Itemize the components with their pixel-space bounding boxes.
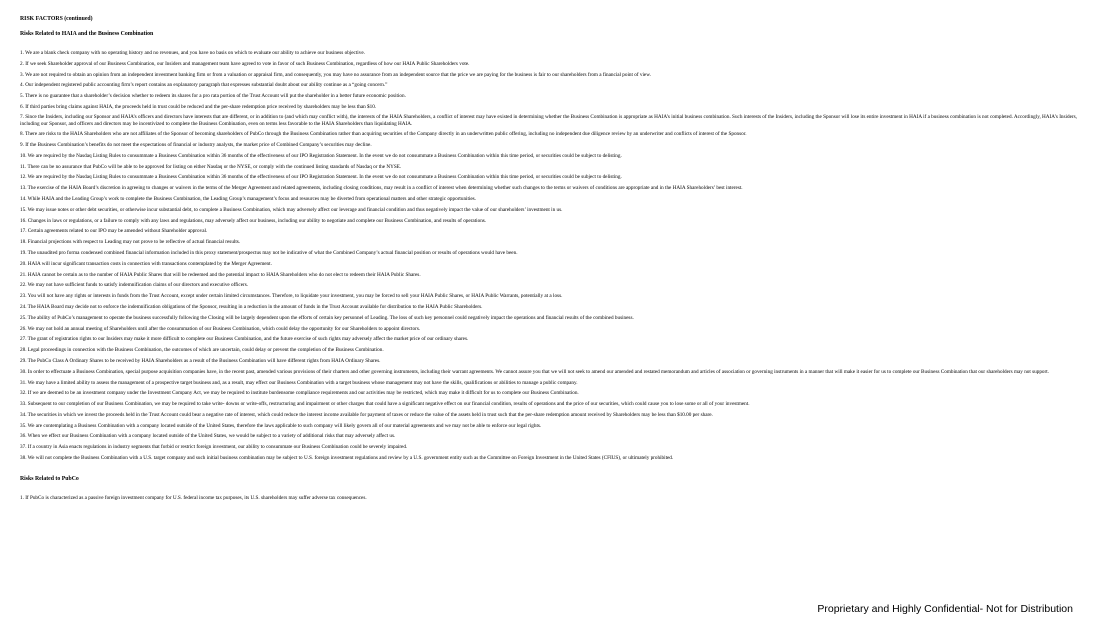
risk-factor-item: 1. If PubCo is characterized as a passive foreign investment company for U.S. federal income tax purposes, its U.S. shareholders may suffer adverse tax consequences. xyxy=(20,494,367,501)
risk-factor-item: 22. We may not have sufficient funds to satisfy indemnification claims of our directors and executive officers. xyxy=(20,282,249,289)
risk-factor-item: 9. If the Business Combination’s benefits do not meet the expectations of financial or industry analysts, the market price of Combined Company’s securities may decline. xyxy=(20,141,372,148)
risk-factor-item: 24. The HAIA Board may decide not to enforce the indemnification obligations of the Sponsor, resulting in a reduction in the amount of funds in the Trust Account available for distribution to the HAIA Public Shareholders. xyxy=(20,303,483,310)
risk-factor-item: 31. We may have a limited ability to assess the management of a prospective target business and, as a result, may effect our Business Combination with a target business whose management may not have the skills, qualifications or abilities to manage a public company. xyxy=(20,379,578,386)
risk-factor-item: 35. We are contemplating a Business Combination with a company located outside of the United States, therefore the laws applicable to such company will likely govern all of our material agreements and we may not be able to enforce our legal rights. xyxy=(20,422,542,429)
section-heading-pubco: Risks Related to PubCo xyxy=(20,475,79,482)
risk-factor-item: 20. HAIA will incur significant transaction costs in connection with transactions contemplated by the Merger Agreement. xyxy=(20,260,272,267)
risk-factor-item: 26. We may not hold an annual meeting of Shareholders until after the consummation of our Business Combination, which could delay the opportunity for our Shareholders to appoint directors. xyxy=(20,325,421,332)
risk-factor-item: 17. Certain agreements related to our IPO may be amended without Shareholder approval. xyxy=(20,228,208,235)
risk-factor-item: 14. While HAIA and the Leading Group’s work to complete the Business Combination, the Leading Group’s management’s focus and resources may be diverted from operational matters and other strategic opportunities. xyxy=(20,195,476,202)
risk-factor-item: 32. If we are deemed to be an investment company under the Investment Company Act, we may be required to institute burdensome compliance requirements and our activities may be restricted, which may make it difficult for us to complete our Business Combination. xyxy=(20,390,579,397)
risk-factor-item: 3. We are not required to obtain an opinion from an independent investment banking firm or from a valuation or appraisal firm, and consequently, you may have no assurance from an independent source that the price we are paying for the business is fair to our shareholders from a financial point of view. xyxy=(20,71,651,78)
document-page xyxy=(20,16,1088,504)
risk-factor-item: 2. If we seek Shareholder approval of our Business Combination, our Insiders and management team have agreed to vote in favor of such Business Combination, regardless of how our HAIA Public Shareholders vote. xyxy=(20,60,470,67)
risk-factor-item: 21. HAIA cannot be certain as to the number of HAIA Public Shares that will be redeemed and the potential impact to HAIA Shareholders who do not elect to redeem their HAIA Public Shares. xyxy=(20,271,421,278)
confidentiality-footer: Proprietary and Highly Confidential- Not for Distribution xyxy=(817,603,1073,615)
risk-factor-item: 1. We are a blank check company with no operating history and no revenues, and you have no basis on which to evaluate our ability to achieve our business objective. xyxy=(20,50,365,56)
risk-factor-item: 13. The exercise of the HAIA Board’s discretion in agreeing to changes or waivers in the terms of the Merger Agreement and related agreements, including closing conditions, may result in a conflict of interest when determining whether such changes to the terms or waivers of conditions are appropriate and in the HAIA Shareholders’ best interest. xyxy=(20,185,743,192)
risk-factor-item: 15. We may issue notes or other debt securities, or otherwise incur substantial debt, to complete a Business Combination, which may adversely affect our leverage and financial condition and thus negatively impact the value of our shareholders’ investment in us. xyxy=(20,206,563,213)
risk-factor-item: 33. Subsequent to our completion of our Business Combination, we may be required to take write- downs or write-offs, restructuring and impairment or other charges that could have a significant negative effect on our financial condition, results of operations and the price of our securities, which could cause you to lose some or all of your investment. xyxy=(20,401,750,408)
section-heading-haia: Risks Related to HAIA and the Business Combination xyxy=(20,31,154,37)
risk-factor-item: 29. The PubCo Class A Ordinary Shares to be received by HAIA Shareholders as a result of the Business Combination will have different rights from HAIA Ordinary Shares. xyxy=(20,357,381,364)
risk-factor-item: 8. There are risks to the HAIA Shareholders who are not affiliates of the Sponsor of becoming shareholders of PubCo through the Business Combination rather than acquiring securities of the Company directly in an underwritten public offering, including no independent due diligence review by an underwriter and conflicts of interest of the Sponsor. xyxy=(20,131,747,138)
risk-factor-item: 7. Since the Insiders, including our Sponsor and HAIA’s officers and directors have interests that are different, or in addition to (and which may conflict with), the interests of the HAIA Shareholders, a conflict of interest may have existed in determining whether the Business Combination is appropriate as HAIA’s initial business combination. Such interests of the Insiders, including the Sponsor will lose its entire investment in HAIA if a business combination is not completed. Accordingly, HAIA’s Insiders, including our Sponsor, and officers and directors may be incentivized to complete the Business Combination, even on terms less favorable to the HAIA Shareholders than liquidating HAIA. xyxy=(20,114,1077,127)
risk-factor-item: 36. When we effect our Business Combination with a company located outside of the United States, we would be subject to a variety of additional risks that may adversely affect us. xyxy=(20,433,396,440)
risk-factor-item: 19. The unaudited pro forma condensed combined financial information included in this proxy statement/prospectus may not be indicative of what the Combined Company’s actual financial position or results of operations would have been. xyxy=(20,249,518,256)
risk-factor-item: 16. Changes in laws or regulations, or a failure to comply with any laws and regulations, may adversely affect our business, including our ability to negotiate and complete our Business Combination, and results of operations. xyxy=(20,217,487,224)
risk-factor-item: 28. Legal proceedings in connection with the Business Combination, the outcomes of which are uncertain, could delay or prevent the completion of the Business Combination. xyxy=(20,347,384,354)
risk-factor-item: 5. There is no guarantee that a shareholder’s decision whether to redeem its shares for a pro rata portion of the Trust Account will put the shareholder in a better future economic position. xyxy=(20,93,406,100)
risk-factor-item: 30. In order to effectuate a Business Combination, special purpose acquisition companies have, in the recent past, amended various provisions of their charters and other governing instruments, including their warrant agreements. We cannot assure you that we will not seek to amend our amended and restated memorandum and articles of association or governing instruments in a manner that will make it easier for us to complete our Business Combination that our shareholders may not support. xyxy=(20,368,1049,375)
risk-factor-item: 18. Financial projections with respect to Leading may not prove to be reflective of actual financial results. xyxy=(20,239,241,246)
risk-factor-item: 27. The grant of registration rights to our Insiders may make it more difficult to complete our Business Combination, and the future exercise of such rights may adversely affect the market price of our ordinary shares. xyxy=(20,336,469,343)
risk-factor-item: 4. Our independent registered public accounting firm’s report contains an explanatory paragraph that expresses substantial doubt about our ability continue as a “going concern.” xyxy=(20,82,388,89)
risk-factor-item: 34. The securities in which we invest the proceeds held in the Trust Account could bear a negative rate of interest, which could reduce the interest income available for payment of taxes or reduce the value of the assets held in trust such that the per-share redemption amount received by Shareholders may be less than $10.00 per share. xyxy=(20,411,713,418)
risk-factor-item: 25. The ability of PubCo’s management to operate the business successfully following the Closing will be largely dependent upon the efforts of certain key personnel of Leading. The loss of such key personnel could negatively impact the operations and financial results of the combined business. xyxy=(20,314,634,321)
risk-factor-item: 10. We are required by the Nasdaq Listing Rules to consummate a Business Combination within 36 months of the effectiveness of our IPO Registration Statement. In the event we do not consummate a Business Combination within this time period, or securities could be subject to delisting. xyxy=(20,152,622,159)
risk-factor-item: 6. If third parties bring claims against HAIA, the proceeds held in trust could be reduced and the per-share redemption price received by shareholders may be less than $10. xyxy=(20,103,377,110)
risk-factor-item: 11. There can be no assurance that PubCo will be able to be approved for listing on either Nasdaq or the NYSE, or comply with the continued listing standards of Nasdaq or the NYSE. xyxy=(20,163,402,170)
risk-list-haia xyxy=(20,48,1088,464)
risk-list-pubco xyxy=(20,493,1088,504)
risk-factor-item: 38. We will not complete the Business Combination with a U.S. target company and such initial business combination may be subject to U.S. foreign investment regulations and review by a U.S. government entity such as the Committee on Foreign Investment in the United States (CFIUS), or ultimately prohibited. xyxy=(20,455,674,462)
risk-factor-item: 12. We are required by the Nasdaq Listing Rules to consummate a Business Combination within 36 months of the effectiveness of our IPO Registration Statement. In the event we do not consummate a Business Combination within this time period, or securities could be subject to delisting. xyxy=(20,174,622,181)
risk-factor-item: 37. If a country in Asia enacts regulations in industry segments that forbid or restrict foreign investment, our ability to consummate our Business Combination could be severely impaired. xyxy=(20,444,408,451)
risk-factor-item: 23. You will not have any rights or interests in funds from the Trust Account, except under certain limited circumstances. Therefore, to liquidate your investment, you may be forced to sell your HAIA Public Shares, or HAIA Public Warrants, potentially at a loss. xyxy=(20,293,563,300)
page-title: RISK FACTORS (continued) xyxy=(20,16,93,22)
